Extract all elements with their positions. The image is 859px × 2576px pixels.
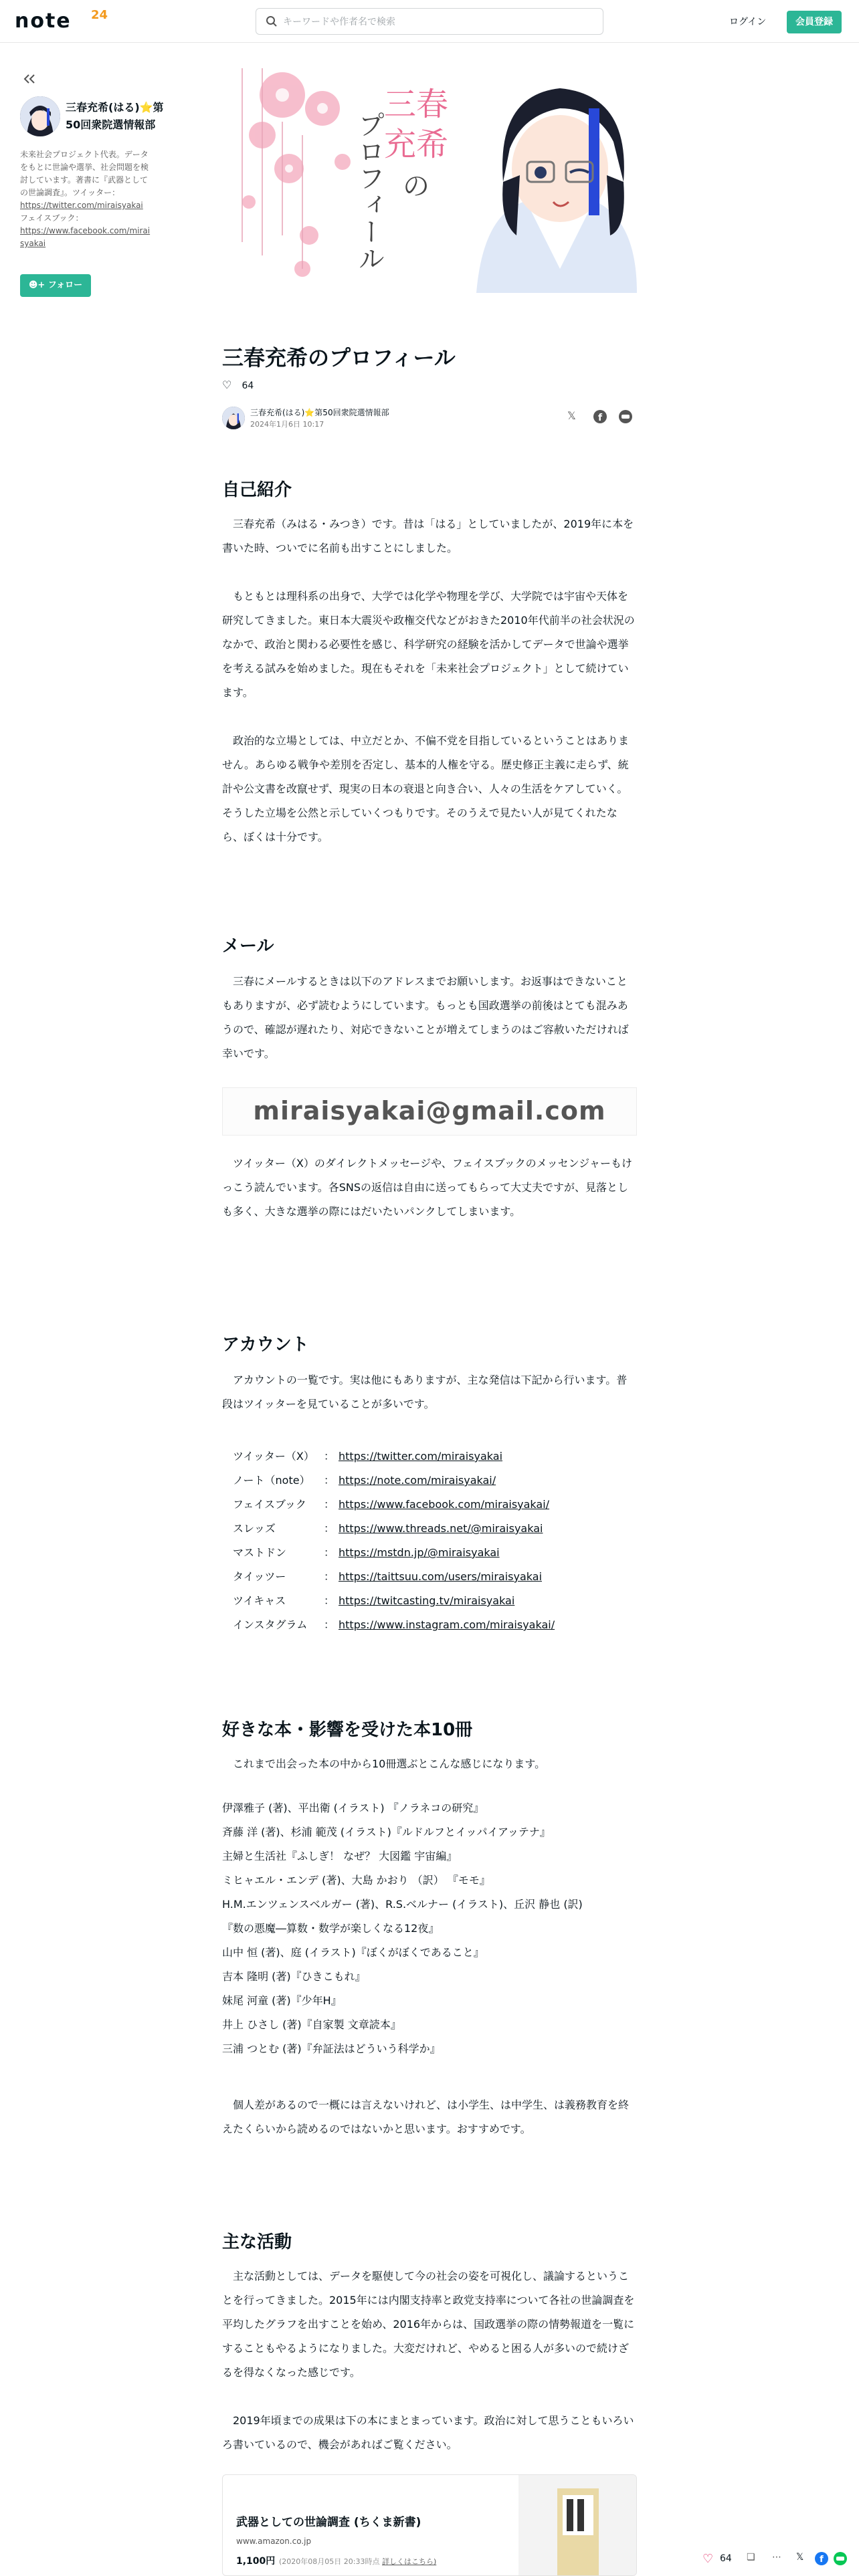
search-input[interactable] (283, 14, 591, 30)
card-more-link[interactable]: 詳しくはこちら) (381, 2557, 437, 2566)
hero-title-2: 充希 (383, 126, 449, 163)
intro-paragraph-2: もともとは理科系の出身で、大学では化学や物理を学び、大学院では宇宙や天体を研究してきました。東日本大震災や政権交代などがおきた2010年代前半の社会状況のなかで、政治と関わる必要性を感じ、科学研究の経験を活かしてデータで世論や選挙を考える試みを始めました。現在もそれを「未来社会プロジェクト」として続けています。 (222, 590, 635, 699)
account-separator: ： (324, 1450, 335, 1463)
account-row (233, 1613, 634, 1637)
share-icons (567, 409, 637, 427)
account-separator: ： (324, 1522, 335, 1535)
author-avatar[interactable] (20, 96, 60, 136)
book-item: ミヒャエル・エンデ (著)、大島 かおり （訳） 『モモ』 (222, 1874, 490, 1887)
account-separator: ： (324, 1618, 335, 1631)
book-item: 三浦 つとむ (著)『弁証法はどういう科学か』 (222, 2042, 441, 2055)
author-name[interactable]: 三春充希(はる)⭐第50回衆院選情報部 (250, 408, 389, 417)
account-label: ツイキャス (233, 1594, 286, 1607)
signup-button[interactable]: 会員登録 (787, 11, 842, 33)
magazine-add-icon[interactable]: ❏ (747, 2552, 755, 2563)
article-title: 三春充希のプロフィール (222, 345, 456, 370)
account-separator: ： (324, 1594, 335, 1607)
note-logo[interactable]: note (15, 9, 72, 33)
author-small-avatar[interactable] (222, 407, 245, 429)
publish-date: 2024年1月6日 10:17 (250, 420, 324, 429)
book-item: H.M.エンツェンスベルガー (著)、R.S.ベルナー (イラスト)、丘沢 静也 (訳) (222, 1898, 583, 1911)
person-add-icon: ☻+ (28, 280, 45, 290)
email-image (222, 1087, 637, 1136)
search-icon (266, 15, 278, 27)
mail-paragraph-2: ツイッター（X）のダイレクトメッセージや、フェイスブックのメッセンジャーもけっこう読んでいます。各SNSの返信は自由に送ってもらって大丈夫ですが、見落としも多く、大きな選挙の際にはだいたいパンクしてしまいます。 (222, 1157, 632, 1218)
book-item: 伊澤雅子 (著)、平出衛 (イラスト) 『ノラネコの研究』 (222, 1802, 484, 1814)
line-share-icon[interactable] (618, 409, 634, 425)
account-label: ツイッター（X） (233, 1450, 314, 1463)
like-count: 64 (242, 381, 254, 391)
account-separator: ： (324, 1546, 335, 1559)
book-list (222, 1796, 637, 2061)
book-item: 斉藤 洋 (著)、杉浦 範茂 (イラスト)『ルドルフとイッパイアッテナ』 (222, 1826, 551, 1838)
floating-like-count: 64 (720, 2553, 732, 2564)
account-row (233, 1565, 634, 1589)
section-heading-books: 好きな本・影響を受けた本10冊 (222, 1720, 473, 1740)
top-bar (0, 0, 859, 43)
section-heading-mail: メール (222, 936, 274, 956)
sidebar-bio (20, 148, 154, 250)
account-link[interactable]: https://twitter.com/miraisyakai (339, 1450, 503, 1463)
account-link[interactable]: https://mstdn.jp/@miraisyakai (339, 1546, 500, 1559)
account-link[interactable]: https://www.threads.net/@miraisyakai (339, 1522, 543, 1535)
account-separator: ： (324, 1570, 335, 1583)
account-link[interactable]: https://www.instagram.com/miraisyakai/ (339, 1618, 555, 1631)
book-item: 吉本 隆明 (著)『ひきこもれ』 (222, 1970, 366, 1983)
sidebar-twitter-link[interactable]: https://twitter.com/miraisyakai (20, 201, 143, 210)
section-heading-intro: 自己紹介 (222, 480, 292, 500)
hero-title-4: プロフィール (354, 111, 385, 272)
books-paragraph-2: 個人差があるので一概には言えないけれど、は小学生、は中学生、は義務教育を終えたくらいから読めるのではないかと思います。おすすめです。 (222, 2099, 630, 2135)
sidebar-facebook-label: フェイスブック： (20, 213, 84, 223)
card-book-cover (518, 2475, 637, 2576)
floating-heart-icon[interactable]: ♡ (702, 2552, 714, 2566)
author-row (222, 404, 637, 433)
book-item: 主婦と生活社『ふしぎ！ なぜ？ 大図鑑 宇宙編』 (222, 1850, 458, 1862)
avatar-illustration (20, 96, 60, 136)
account-row (233, 1493, 634, 1517)
account-row (233, 1469, 634, 1493)
hero-image (222, 68, 637, 293)
sidebar-bio-text: 未来社会プロジェクト代表。データをもとに世論や選挙、社会問題を検討しています。著書に『武器としての世論調査』。ツイッター： (20, 150, 149, 197)
account-label: タイッツー (233, 1570, 286, 1583)
avatar-illustration (222, 407, 245, 429)
book-item: 妹尾 河童 (著)『少年H』 (222, 1994, 342, 2007)
hero-title-1: 三春 (383, 86, 449, 123)
account-link[interactable]: https://www.facebook.com/miraisyakai/ (339, 1498, 550, 1511)
section-heading-activity: 主な活動 (222, 2232, 292, 2252)
account-link[interactable]: https://taittsuu.com/users/miraisyakai (339, 1570, 543, 1583)
card-price-date (279, 2556, 436, 2567)
line-share-icon[interactable] (834, 2552, 847, 2568)
account-link[interactable]: https://twitcasting.tv/miraisyakai (339, 1594, 515, 1607)
book-item: 『数の悪魔―算数・数学が楽しくなる12夜』 (222, 1922, 440, 1935)
hero-illustration (222, 68, 637, 293)
book-item: 山中 恒 (著)、庭 (イラスト)『ぼくがぼくであること』 (222, 1946, 484, 1959)
account-label: スレッズ (233, 1522, 276, 1535)
book-item: 井上 ひさし (著)『自家製 文章読本』 (222, 2018, 401, 2031)
mail-paragraph-1: 三春にメールするときは以下のアドレスまでお願いします。お返事はできないこともありますが、必ず読むようにしています。もっとも国政選挙の前後はとても混みあうので、確認が遅れたり、対応できないことが増えてしまうのはご容赦いただければ幸いです。 (222, 975, 629, 1060)
account-label: インスタグラム (233, 1618, 308, 1631)
floating-action-bar (702, 2548, 859, 2576)
account-row (233, 1589, 634, 1613)
intro-paragraph-3: 政治的な立場としては、中立だとか、不偏不党を目指しているということはありません。あらゆる戦争や差別を否定し、基本的人権を守る。歴史修正主義に走らず、統計や公文書を改竄せず、現実の日本の衰退と向き合い、人々の生活をケアしていく。そうした立場を公然と示していくつもりです。そのうえで見たい人が見てくれたなら、ぼくは十分です。 (222, 734, 630, 843)
account-separator: ： (324, 1498, 335, 1511)
activity-paragraph-1: 主な活動としては、データを駆使して今の社会の姿を可視化し、議論するということを行ってきました。2015年には内閣支持率と政党支持率について各社の世論調査を平均したグラフを出すことを始め、2016年からは、国政選挙の際の情勢報道を一覧にすることもやるようになりました。大変だけれど、やめると困る人が多いので続けざるを得なくなった感じです。 (222, 2270, 635, 2379)
search-box[interactable] (256, 8, 603, 35)
sidebar-author-name[interactable]: 三春充希(はる)⭐第50回衆院選情報部 (66, 101, 164, 131)
heart-icon[interactable]: ♡ (222, 379, 232, 391)
svg-text:f: f (597, 413, 603, 423)
account-label: ノート（note） (233, 1474, 310, 1487)
email-address: miraisyakai@gmail.com (253, 1096, 606, 1125)
book-cover-illustration (518, 2475, 637, 2576)
card-price: 1,100円 (236, 2556, 276, 2567)
account-row (233, 1444, 634, 1469)
facebook-share-icon[interactable] (593, 409, 609, 425)
svg-text:f: f (820, 2555, 824, 2565)
account-label: マストドン (233, 1546, 287, 1559)
x-share-icon[interactable]: 𝕏 (796, 2552, 804, 2563)
facebook-share-icon[interactable] (815, 2552, 828, 2568)
activity-paragraph-2: 2019年頃までの成果は下の本にまとまっています。政治に対して思うこともいろいろ書いているので、機会があればご覧ください。 (222, 2414, 634, 2451)
accounts-paragraph: アカウントの一覧です。実は他にもありますが、主な発信は下記から行います。普段はツイッターを見ていることが多いです。 (222, 1374, 628, 1410)
account-link[interactable]: https://note.com/miraisyakai/ (339, 1474, 496, 1487)
likes-row (222, 379, 254, 391)
more-options-icon[interactable]: ⋯ (772, 2552, 781, 2563)
follow-label: フォロー (47, 280, 83, 290)
account-label: フェイスブック (233, 1498, 306, 1511)
login-link[interactable]: ログイン (729, 17, 767, 27)
account-list (233, 1444, 634, 1637)
sidebar-facebook-link[interactable]: https://www.facebook.com/miraisyakai (20, 226, 151, 248)
logo-badge: 24 (91, 8, 108, 22)
hero-title-3: の (403, 171, 430, 202)
follow-button[interactable] (20, 274, 91, 297)
account-separator: ： (324, 1474, 335, 1487)
intro-paragraph-1: 三春充希（みはる・みつき）です。昔は「はる」としていましたが、2019年に本を書いた時、ついでに名前も出すことにしました。 (222, 518, 634, 554)
x-share-icon[interactable]: 𝕏 (567, 409, 576, 422)
collapse-sidebar-icon[interactable] (21, 72, 37, 86)
section-heading-accounts: アカウント (222, 1335, 309, 1355)
card-price-date-text: (2020年08月05日 20:33時点 (279, 2557, 380, 2566)
account-row (233, 1517, 634, 1541)
books-paragraph-1: これまで出会った本の中から10冊選ぶとこんな感じになります。 (222, 1757, 546, 1770)
book-link-card[interactable] (222, 2474, 637, 2576)
card-host: www.amazon.co.jp (236, 2537, 312, 2546)
card-title[interactable]: 武器としての世論調査 (ちくま新書) (236, 2516, 421, 2529)
account-row (233, 1541, 634, 1565)
